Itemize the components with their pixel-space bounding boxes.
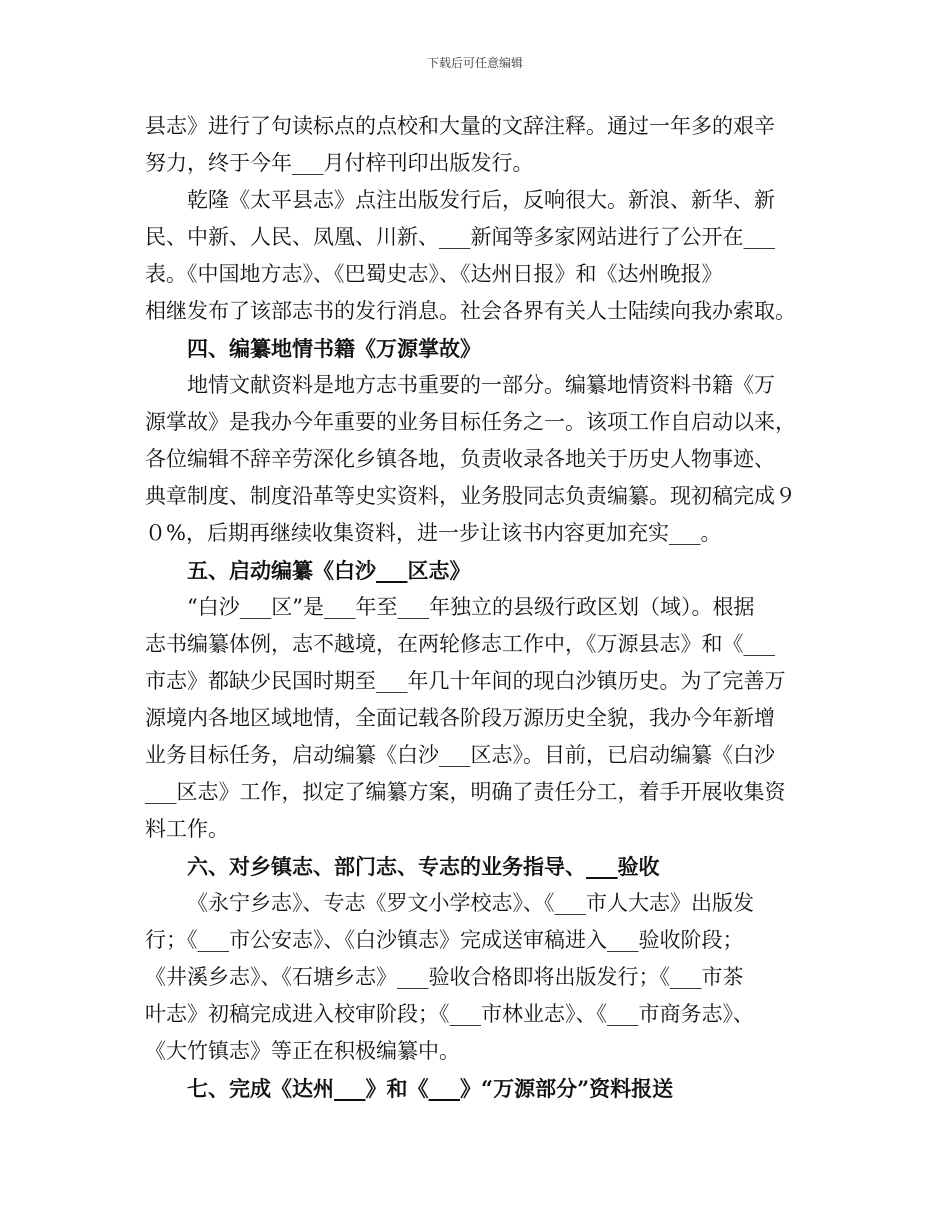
text-line: 市志》都缺少民国时期至___年几十年间的现白沙镇历史。为了完善万 xyxy=(145,669,786,693)
text-line: 《井溪乡志》、《石塘乡志》___验收合格即将出版发行；《___市茶 xyxy=(145,965,744,989)
page-header: 下载后可任意编辑 xyxy=(426,56,523,70)
text-line: 《大竹镇志》等正在积极编纂中。 xyxy=(145,1039,460,1063)
text-line: 行；《___市公安志》、《白沙镇志》完成送审稿进入___验收阶段； xyxy=(145,928,744,952)
text-line: 业务目标任务，启动编纂《白沙___区志》。目前，已启动编纂《白沙 xyxy=(145,743,775,767)
text-line: 地情文献资料是地方志书重要的一部分。编纂地情资料书籍《万 xyxy=(187,373,775,397)
section-heading xyxy=(145,330,811,367)
text-line: 源掌故》是我办今年重要的业务目标任务之一。该项工作自启动以来， xyxy=(145,410,796,434)
paragraph xyxy=(145,589,811,848)
section-heading-text: 七、完成《达州___》和《___》“万源部分”资料报送 xyxy=(187,1076,674,1101)
paragraph xyxy=(145,108,811,182)
text-line: 料工作。 xyxy=(145,817,229,841)
paragraph xyxy=(145,367,811,552)
text-line: 志书编纂体例，志不越境，在两轮修志工作中，《万源县志》和《___ xyxy=(145,632,775,656)
text-line: 叶志》初稿完成进入校审阶段；《___市林业志》、《___市商务志》、 xyxy=(145,1002,754,1026)
text-line: 表。《中国地方志》、《巴蜀史志》、《达州日报》和《达州晚报》 xyxy=(145,262,723,286)
section-heading xyxy=(145,848,811,885)
text-line: 源境内各地区域地情，全面记载各阶段万源历史全貌，我办今年新增 xyxy=(145,706,775,730)
text-line: 民、中新、人民、凤凰、川新、___新闻等多家网站进行了公开在___ xyxy=(145,225,775,249)
section-heading xyxy=(145,552,811,589)
section-heading-text: 六、对乡镇志、部门志、专志的业务指导、___验收 xyxy=(187,854,660,879)
text-line: ___区志》工作，拟定了编纂方案，明确了责任分工，着手开展收集资 xyxy=(145,780,786,804)
text-line: 典章制度、制度沿革等史实资料，业务股同志负责编纂。现初稿完成９ xyxy=(145,484,796,508)
text-line: 各位编辑不辞辛劳深化乡镇各地，负责收录各地关于历史人物事迹、 xyxy=(145,447,775,471)
text-line: 乾隆《太平县志》点注出版发行后，反响很大。新浪、新华、新 xyxy=(187,188,775,212)
section-heading-text: 五、启动编纂《白沙___区志》 xyxy=(187,558,471,583)
paragraph xyxy=(145,885,811,1070)
text-line: ０%，后期再继续收集资料，进一步让该书内容更加充实___。 xyxy=(145,521,722,545)
section-heading xyxy=(145,1070,811,1107)
section-heading-text: 四、编纂地情书籍《万源掌故》 xyxy=(187,336,481,361)
text-line: 相继发布了该部志书的发行消息。社会各界有关人士陆续向我办索取。 xyxy=(145,299,796,323)
text-line: 县志》进行了句读标点的点校和大量的文辞注释。通过一年多的艰辛 xyxy=(145,114,775,138)
text-line: 《永宁乡志》、专志《罗文小学校志》、《___市人大志》出版发 xyxy=(187,891,754,915)
document-body xyxy=(145,108,811,1107)
text-line: 努力，终于今年___月付梓刊印出版发行。 xyxy=(145,151,534,175)
text-line: “白沙___区”是___年至___年独立的县级行政区划（域）。根据 xyxy=(187,595,755,619)
paragraph xyxy=(145,182,811,330)
